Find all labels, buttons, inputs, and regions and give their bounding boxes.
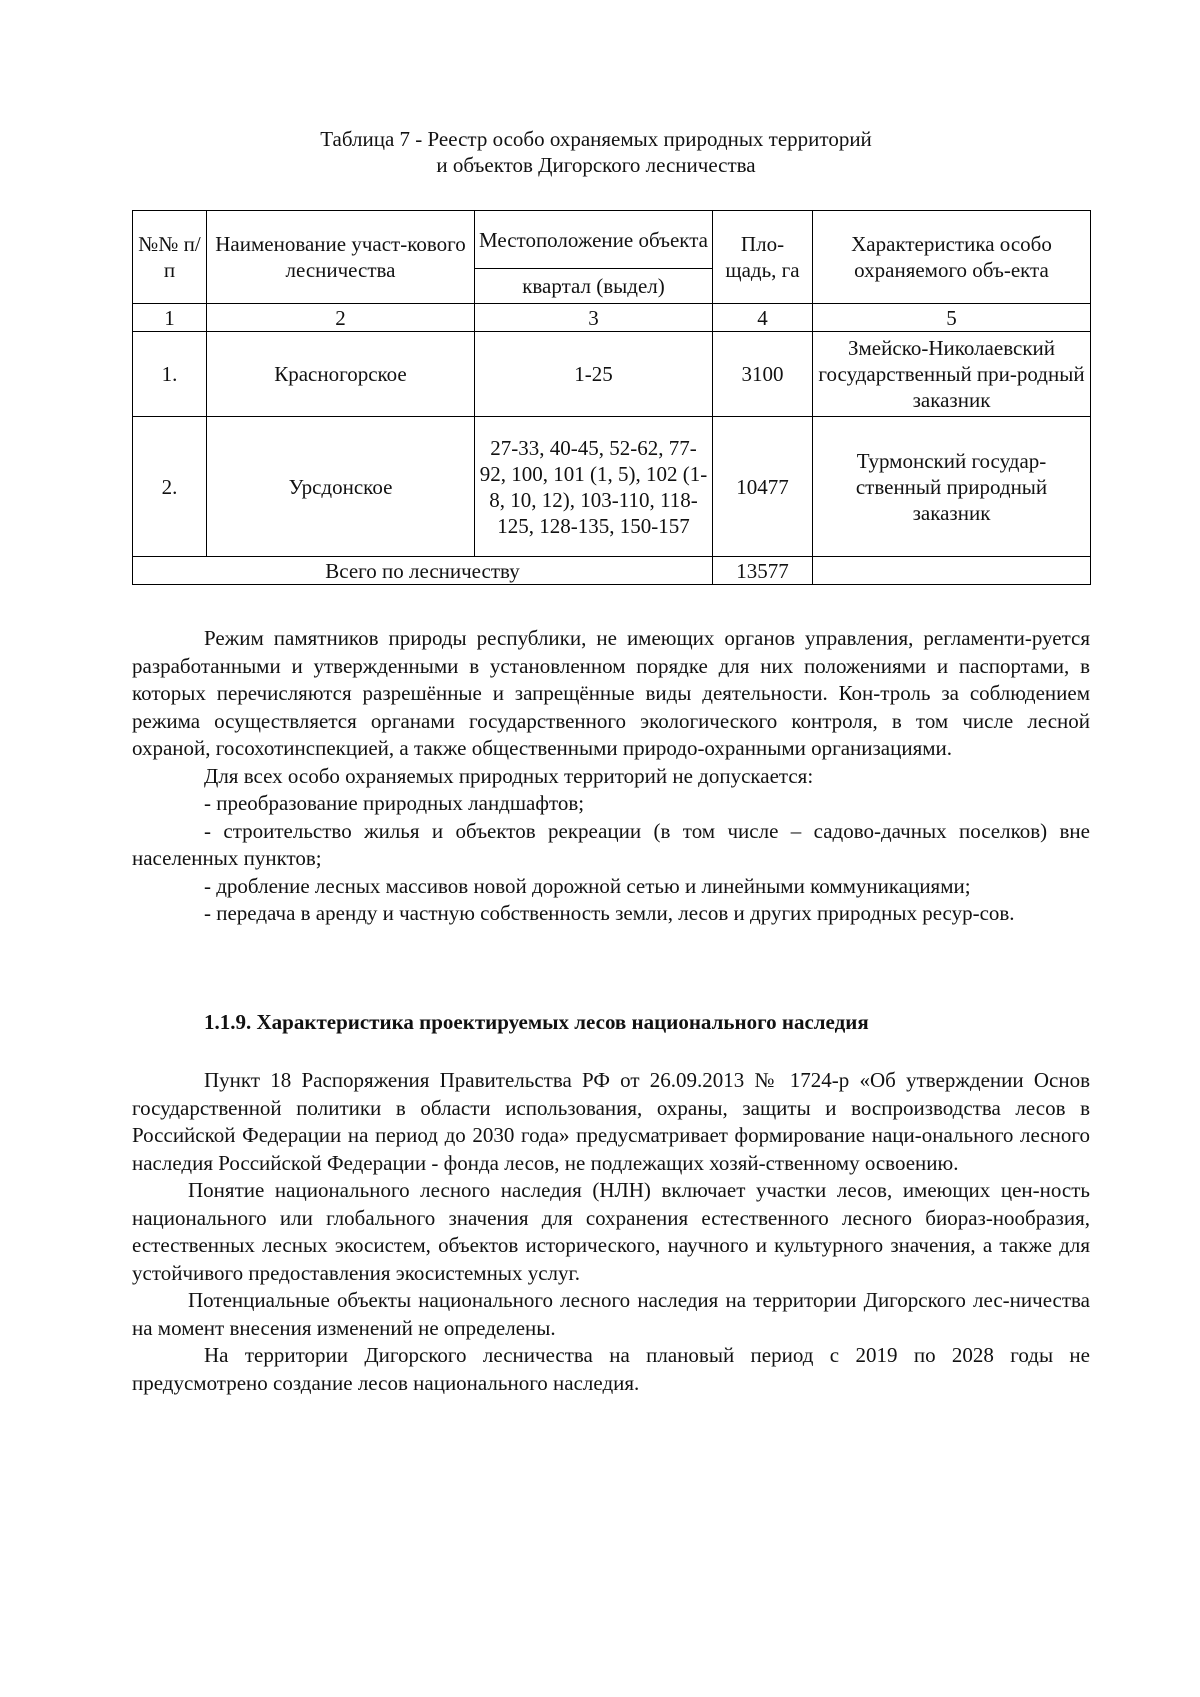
header-location-sub: квартал (выдел): [475, 269, 713, 304]
header-area: Пло-щадь, га: [713, 211, 813, 304]
total-area: 13577: [713, 557, 813, 585]
list-item: - преобразование природных ландшафтов;: [204, 791, 585, 815]
paragraph: Потенциальные объекты национального лесного наследия на территории Дигорского лес-ничества на момент внесения изменений не определены.: [132, 1288, 1090, 1340]
national-heritage-text: [132, 1067, 1090, 1397]
table-row: [133, 332, 1091, 417]
row-location: 27-33, 40-45, 52-62, 77-92, 100, 101 (1, 5), 102 (1-8, 10, 12), 103-110, 118-125, 128-135, 150-157: [475, 417, 713, 557]
table-row: [133, 417, 1091, 557]
table-caption: [132, 126, 1060, 178]
row-num: 1.: [133, 332, 207, 417]
protected-areas-regime-text: [132, 625, 1090, 928]
list-item: - передача в аренду и частную собственность земли, лесов и других природных ресур-сов.: [204, 901, 1015, 925]
table-caption-line-1: Таблица 7 - Реестр особо охраняемых природных территорий: [320, 127, 872, 151]
list-item: - строительство жилья и объектов рекреации (в том числе – садово-дачных поселков) вне населенных пунктов;: [132, 818, 1090, 870]
column-number: 1: [133, 304, 207, 332]
total-label: Всего по лесничеству: [133, 557, 713, 585]
table-header-row: [133, 211, 1091, 269]
paragraph: Пункт 18 Распоряжения Правительства РФ от 26.09.2013 № 1724-р «Об утверждении Основ государственной политики в области использования, охраны, защиты и воспроизводства лесов в Российской Федерации на период до 2030 года» предусматривает формирование наци-онального лесного наследия Российской Федерации - фонда лесов, не подлежащих хозяй-ственному освоению.: [132, 1068, 1090, 1175]
header-location: Местоположение объекта: [475, 211, 713, 269]
row-area: 10477: [713, 417, 813, 557]
row-name: Урсдонское: [207, 417, 475, 557]
row-characteristic: Змейско-Николаевский государственный при-родный заказник: [813, 332, 1091, 417]
section-heading: 1.1.9. Характеристика проектируемых лесов национального наследия: [204, 1010, 869, 1034]
row-num: 2.: [133, 417, 207, 557]
table-total-row: [133, 557, 1091, 585]
column-number: 3: [475, 304, 713, 332]
column-number: 5: [813, 304, 1091, 332]
row-area: 3100: [713, 332, 813, 417]
paragraph: На территории Дигорского лесничества на плановый период с 2019 по 2028 годы не предусмотрено создание лесов национального наследия.: [132, 1343, 1090, 1395]
list-item: - дробление лесных массивов новой дорожной сетью и линейными коммуникациями;: [204, 873, 971, 898]
header-num: №№ п/п: [133, 211, 207, 304]
protected-areas-table: [132, 210, 1091, 585]
row-name: Красногорское: [207, 332, 475, 417]
total-characteristic: [813, 557, 1091, 585]
paragraph: Режим памятников природы республики, не имеющих органов управления, регламенти-руется разработанными и утвержденными в установленном порядке для них положениями и паспортами, в которых перечисляются разрешённые и запрещённые виды деятельности. Кон-троль за соблюдением режима осуществляется органами государственного экологического контроля, в том числе лесной охраной, госохотинспекцией, а также общественными природо-охранными организациями.: [132, 626, 1090, 760]
row-location: 1-25: [475, 332, 713, 417]
column-number-row: [133, 304, 1091, 332]
column-number: 4: [713, 304, 813, 332]
table-caption-line-2: и объектов Дигорского лесничества: [436, 153, 756, 177]
column-number: 2: [207, 304, 475, 332]
header-name: Наименование участ-кового лесничества: [207, 211, 475, 304]
row-characteristic: Турмонский государ-ственный природный заказник: [813, 417, 1091, 557]
header-characteristic: Характеристика особо охраняемого объ-екта: [813, 211, 1091, 304]
paragraph: Понятие национального лесного наследия (НЛН) включает участки лесов, имеющих цен-ность национального или глобального значения для сохранения естественного лесного биораз-нообразия, естественных лесных экосистем, объектов исторического, научного и культурного значения, а также для устойчивого предоставления экосистемных услуг.: [132, 1178, 1090, 1285]
paragraph: Для всех особо охраняемых природных территорий не допускается:: [204, 763, 814, 788]
